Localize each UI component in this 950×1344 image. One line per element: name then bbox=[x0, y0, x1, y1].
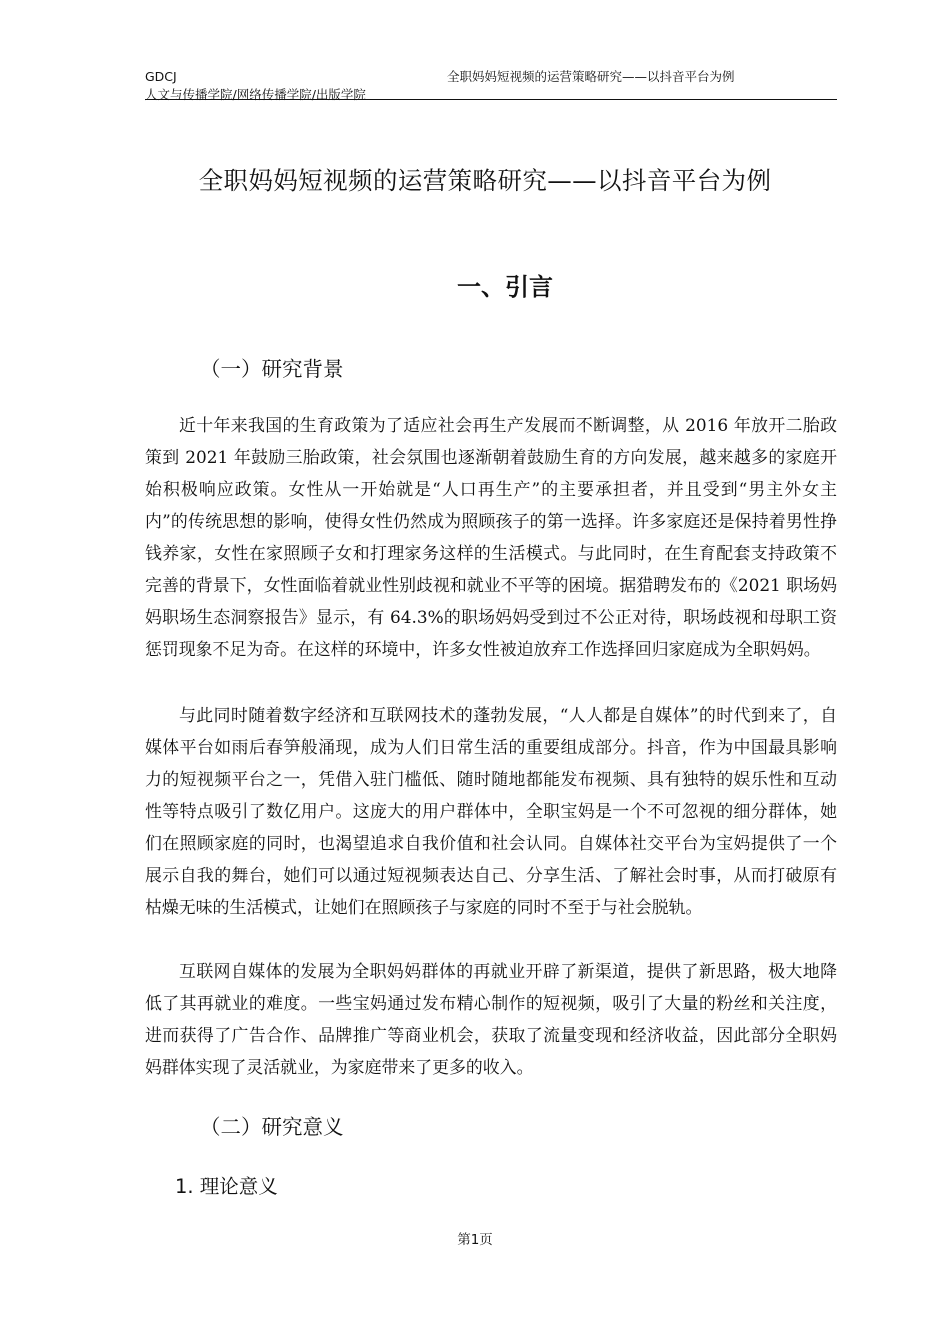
section-heading-background: （一）研究背景 bbox=[200, 357, 344, 381]
running-header-title: 全职妈妈短视频的运营策略研究——以抖音平台为例 bbox=[447, 69, 735, 84]
header-divider bbox=[145, 99, 837, 100]
section-heading-significance: （二）研究意义 bbox=[200, 1115, 344, 1139]
body-paragraph: 与此同时随着数字经济和互联网技术的蓬勃发展，“人人都是自媒体”的时代到来了，自媒体平台如雨后春笋般涌现，成为人们日常生活的重要组成部分。抖音，作为中国最具影响力的短视频平台之一，凭借入驻门槛低、随时随地都能发布视频、具有独特的娱乐性和互动性等特点吸引了数亿用户。这庞大的用户群体中，全职宝妈是一个不可忽视的细分群体，她们在照顾家庭的同时，也渴望追求自我价值和社会认同。自媒体社交平台为宝妈提供了一个展示自我的舞台，她们可以通过短视频表达自己、分享生活、了解社会时事，从而打破原有枯燥无味的生活模式，让她们在照顾孩子与家庭的同时不至于与社会脱轨。 bbox=[145, 705, 837, 917]
document-title: 全职妈妈短视频的运营策略研究——以抖音平台为例 bbox=[198, 166, 772, 195]
body-paragraph: 互联网自媒体的发展为全职妈妈群体的再就业开辟了新渠道，提供了新思路，极大地降低了其再就业的难度。一些宝妈通过发布精心制作的短视频，吸引了大量的粉丝和关注度，进而获得了广告合作、品牌推广等商业机会，获取了流量变现和经济收益，因此部分全职妈妈群体实现了灵活就业，为家庭带来了更多的收入。 bbox=[145, 961, 837, 1077]
chapter-heading: 一、引言 bbox=[457, 273, 553, 301]
header-code: GDCJ bbox=[145, 69, 177, 84]
header-college: 人文与传播学院/网络传播学院/出版学院 bbox=[145, 87, 366, 102]
subsection-heading-theory: 1. 理论意义 bbox=[175, 1175, 278, 1198]
page-number: 第1页 bbox=[457, 1232, 493, 1248]
body-paragraph: 近十年来我国的生育政策为了适应社会再生产发展而不断调整，从 2016 年放开二胎政策到 2021 年鼓励三胎政策，社会氛围也逐渐朝着鼓励生育的方向发展，越来越多的家庭开始积极响应政策。女性从一开始就是“人口再生产”的主要承担者，并且受到“男主外女主内”的传统思想的影响，使得女性仍然成为照顾孩子的第一选择。许多家庭还是保持着男性挣钱养家，女性在家照顾子女和打理家务这样的生活模式。与此同时，在生育配套支持政策不完善的背景下，女性面临着就业性别歧视和就业不平等的困境。据猎聘发布的《2021 职场妈妈职场生态洞察报告》显示，有 64.3%的职场妈妈受到过不公正对待，职场歧视和母职工资惩罚现象不足为奇。在这样的环境中，许多女性被迫放弃工作选择回归家庭成为全职妈妈。 bbox=[145, 415, 837, 659]
